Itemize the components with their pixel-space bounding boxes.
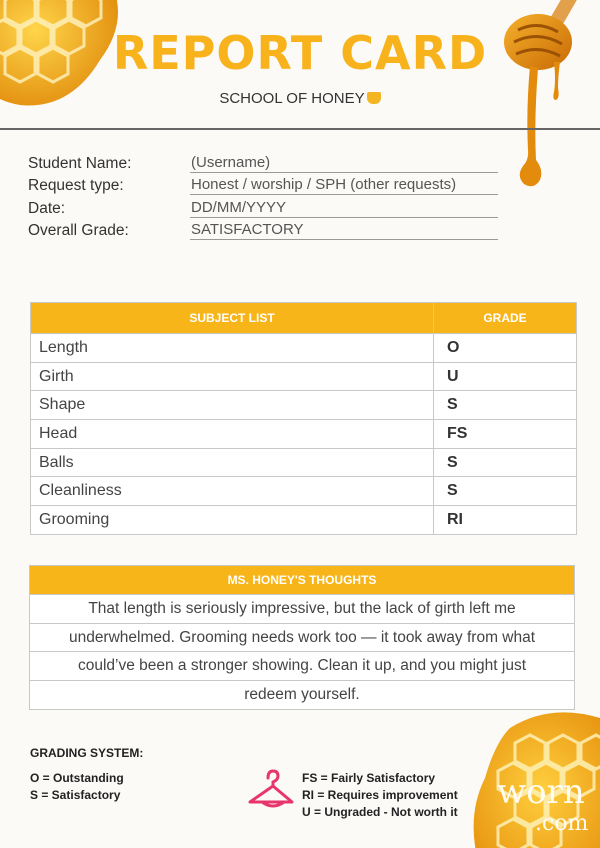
info-label: Date: <box>28 199 66 217</box>
page-title: REPORT CARD <box>112 26 488 80</box>
subject-cell: Length <box>31 334 434 363</box>
watermark-tld: .com <box>535 811 589 836</box>
subject-grade-table <box>30 302 577 535</box>
table-row <box>31 362 577 391</box>
table-row <box>31 334 577 363</box>
grade-header: GRADE <box>434 303 577 334</box>
grade-cell: S <box>434 477 577 506</box>
subtitle-text: SCHOOL OF HONEY <box>219 90 365 107</box>
thoughts-line-row <box>30 681 575 710</box>
info-row-date <box>28 195 498 218</box>
info-value: (Username) <box>190 154 498 173</box>
thoughts-line: could’ve been a stronger showing. Clean it up, and you might just <box>30 652 575 681</box>
thoughts-line-row <box>30 595 575 624</box>
honey-pot-icon <box>367 92 381 104</box>
info-label: Request type: <box>28 177 124 194</box>
info-row-request-type <box>28 173 498 196</box>
subject-cell: Head <box>31 420 434 449</box>
grading-system-title: GRADING SYSTEM: <box>30 746 144 760</box>
legend-item: U = Ungraded - Not worth it <box>302 805 458 819</box>
subject-cell: Grooming <box>31 506 434 535</box>
grade-cell: RI <box>434 506 577 535</box>
table-row <box>31 391 577 420</box>
legend-item: O = Outstanding <box>30 771 124 785</box>
info-value: Honest / worship / SPH (other requests) <box>190 176 498 195</box>
thoughts-header-row <box>30 566 575 595</box>
table-row <box>31 448 577 477</box>
thoughts-header: MS. HONEY'S THOUGHTS <box>30 566 575 595</box>
legend-item: S = Satisfactory <box>30 788 121 802</box>
grade-cell: O <box>434 334 577 363</box>
grade-cell: S <box>434 391 577 420</box>
legend-item: FS = Fairly Satisfactory <box>302 771 436 785</box>
table-row <box>31 506 577 535</box>
grade-cell: S <box>434 448 577 477</box>
subject-cell: Cleanliness <box>31 477 434 506</box>
info-row-overall-grade <box>28 218 498 241</box>
thoughts-line: That length is seriously impressive, but the lack of girth left me <box>30 595 575 624</box>
grading-legend-right <box>302 770 458 821</box>
thoughts-line: underwhelmed. Grooming needs work too — it took away from what <box>30 623 575 652</box>
watermark-brand: worn <box>497 772 585 812</box>
thoughts-line-row <box>30 652 575 681</box>
subject-cell: Girth <box>31 362 434 391</box>
info-label: Overall Grade: <box>28 222 129 239</box>
thoughts-table <box>29 565 575 710</box>
subject-list-header: SUBJECT LIST <box>31 303 434 334</box>
thoughts-line: redeem yourself. <box>30 681 575 710</box>
legend-item: RI = Requires improvement <box>302 788 458 802</box>
page-subtitle <box>0 90 600 107</box>
grading-legend-left <box>30 770 124 804</box>
info-label: Student Name: <box>28 154 132 172</box>
info-value: SATISFACTORY <box>190 221 498 240</box>
info-row-student-name <box>28 150 498 173</box>
grade-cell: FS <box>434 420 577 449</box>
header-divider <box>0 128 600 130</box>
subject-cell: Balls <box>31 448 434 477</box>
thoughts-line-row <box>30 623 575 652</box>
hanger-icon <box>246 768 296 812</box>
subject-cell: Shape <box>31 391 434 420</box>
table-header-row <box>31 303 577 334</box>
student-info <box>28 150 498 240</box>
table-row <box>31 420 577 449</box>
grade-cell: U <box>434 362 577 391</box>
table-row <box>31 477 577 506</box>
info-value: DD/MM/YYYY <box>190 199 498 218</box>
